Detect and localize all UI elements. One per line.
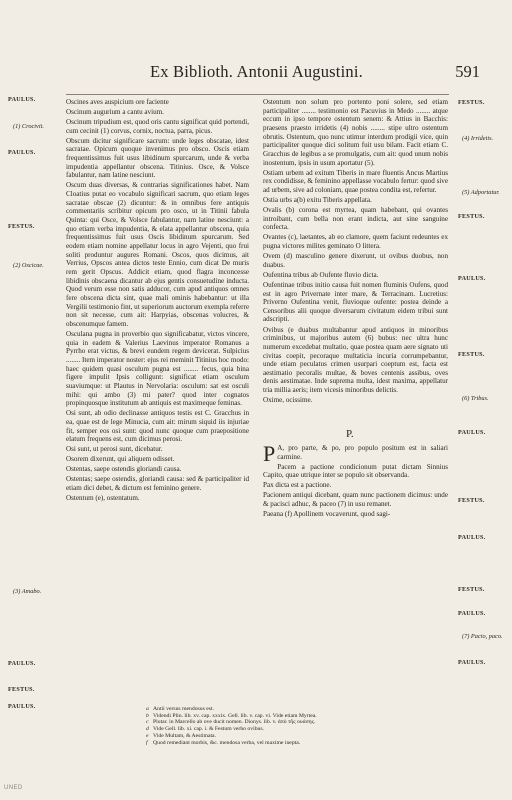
entry: Ovibus (e duabus multabantur apud antiquos in minoribus criminibus, ut majoribus autem (6) bubus: nec ultra hunc numerum excedebat multatio, quae postea quam aere signato uti civitas coepit, pecoraque multaticia incuria corrumpebantur, unde etiam peculatus crimen usurpari coeptum est, facta est aestimatio pecoralis multae, & boves centenis assibus, oves denis aestimatae. Inde suprema multa, idest maxima, appellatur tria millia aeris; item vicesis minoribus delictis. <box>263 325 448 395</box>
margin-note-1: (1) Crocivit. <box>13 123 44 130</box>
running-head <box>150 62 480 84</box>
margin-label-festus: FESTUS. <box>458 214 485 220</box>
entry: Ostentum (e), ostentatum. <box>66 494 140 503</box>
entry: Osi sunt, ab odio declinasse antiquos testis est C. Gracchus in ea, quae est de lege Minucia, cum ait: mirum siquid iis injuriae fit, semper eos osi sunt: quod nunc quoque cum praepositione elatum frequens est, cum dicimus perosi. <box>66 409 249 444</box>
entry: Ostiam urbem ad exitum Tiberis in mare fluentis Ancus Martius rex condidisse, & feminino appellasse vocabulo fertur: quod sive ad urbem, sive ad coloniam, quae postea condita est, refertur. <box>263 168 448 194</box>
p-section <box>263 441 448 520</box>
entry: Oscinum tripudium est, quod oris cantu significat quid portendi, cum cecinit (1) corvus, cornix, noctua, parra, picus. <box>66 118 249 135</box>
page-number: 591 <box>455 62 480 81</box>
footnote: a Antii versus mendosus est. <box>146 706 214 712</box>
entry: Osculana pugna in proverbio quo significabatur, victos vincere, quia in eadem & Valerius Laevinus imperator Romanus a Pyrrho erat victus, & brevi eundem regem devicerat. Sulpicius ........ Item imperator noster: ejus rei meminit Titinius hoc modo: haec quidem quasi osculum pugna est ........ fecus, quia bina figere impulit Ipsis colligunt: significat etiam osculum suaviumque: ut Plautus in Nervolaria: osculum: sat est osculi mihi: qui ambo (3) mi pater? quod inter cognatos propinquosque institutum ab antiquis est maximeque feminas. <box>66 330 249 408</box>
footnote: f Quod remediant morbis, &c. mendosa verba, vel maxime inepta. <box>146 739 301 746</box>
entry: Ostentum non solum pro portento poni solere, sed etiam participaliter ........ testimonio est Pacuvius in Medo ........ atque eccum in ipso tempore ostentum senem: & Attius in Bacchis: praesens praesto irridetis (4) nobis ........ stipe ultro ostentum obrutis. Ostentum, quo nunc utimur interdum prodigii vice, quin participaliter quoque dici solitum fuit usu bilam. Facit etiam C. Gracchus de legibus a se promulgatis, cum ait: quod unum nobis inostentum, ipsis in usum aportatur (5). <box>263 98 448 167</box>
entry: Osorem dixerunt, qui aliquem odisset. <box>66 455 175 464</box>
margin-label-festus: FESTUS. <box>8 224 35 230</box>
entry: Ostentas, saepe ostendis gloriandi causa. <box>66 465 182 474</box>
footnote: c Plutar. in Marcello ab ove ducit nomen. Dionys. lib. v. ἀπὸ τῆς ουάσης. <box>146 719 316 726</box>
running-title: Ex Biblioth. Antonii Augustini. <box>150 62 363 81</box>
entry: Pacem a pactione condicionum putat dictam Sinnius Capito, quae utrique inter se populo sit observanda. <box>263 462 448 480</box>
entry: P A, pro parte, & po, pro populo positum est in saliari carmine. <box>263 441 448 466</box>
margin-label-paulus: PAULUS. <box>8 97 36 103</box>
left-column <box>66 98 249 504</box>
footnote: e Vide Multam, & Aestimata. <box>146 732 216 739</box>
entry: Paeana (f) Apollinem vocaverunt, quod sagi- <box>263 510 391 519</box>
margin-label-festus: FESTUS. <box>458 498 485 504</box>
margin-label-paulus: PAULUS. <box>458 535 486 541</box>
margin-label-festus: FESTUS. <box>8 687 35 693</box>
drop-cap: P <box>263 441 276 466</box>
entry: Osi sunt, ut perosi sunt, dicebatur. <box>66 445 163 454</box>
entry: Ovem (d) masculino genere dixerunt, ut ovibus duobus, non duabus. <box>263 252 448 269</box>
entry: Oxime, ocissime. <box>263 396 313 405</box>
entry: Ovalis (b) corona est myrtea, quam habebant, qui ovantes introibant, cum bella non erant indicta, aut sine sanguine confecta. <box>263 206 448 232</box>
header-rule <box>66 94 449 95</box>
entry: Oufentinae tribus initio causa fuit nomen fluminis Oufens, quod est in agro Privernate inter mare, & Terracinam. Lucretius: Priverno Oufentina venit, fluvioque oufente: postea deinde a Censoribus alii quoque diversarum civitatum eidem tribui sunt adscripti. <box>263 280 448 324</box>
margin-label-festus: FESTUS. <box>458 587 485 593</box>
margin-note-4: (4) Irridetis. <box>462 135 494 142</box>
margin-note-3: (3) Amabo. <box>13 588 42 595</box>
margin-label-paulus: PAULUS. <box>458 660 486 666</box>
footnotes <box>146 706 456 746</box>
margin-note-2: (2) Oscicae. <box>13 262 44 269</box>
right-column <box>263 98 448 406</box>
margin-note-6: (6) Tribus. <box>462 395 489 402</box>
margin-label-festus: FESTUS. <box>458 352 485 358</box>
entry: Oscum duas diversas, & contrarias significationes habet. Nam Cloatius putat eo vocabulo significari sacrum, quo etiam leges sacratae obscae (2) dicuntur: & in omnibus fere antiquis commentariis scribitur opicum pro osco, ut in Titinii fabula Quinta: qui Osce, & Volsce fabulantur, nam latine nesciunt: a quo etiam verba impudentia, & elata appellantur obscena, quia frequentissimus fuit usus Oscis libidinum spurcarum. Sed eodem etiam nomine appellatur locus in agro Vejenti, quo frui soliti produntur augures Romani. Oscos, quos dicimus, ait Verrius, Opscos antea dictos teste Ennio, cum dicat De muris rem gerit Opscus. Addicit etiam, quod flagra inconcesse libidinis obscaena dicantur ab ejus gentis consuetudine inducta. Quod verum esse non satis adducor, cum apud antiquos omnes fere obscena dicta sint, quae mali ominis habebantur: ut illa Vergilii testimonio fint, ut superiorum auctorum exempla referre non sit necesse, cum ait: Harpyias, obscenas volucres, & obscenumque famem. <box>66 181 249 328</box>
margin-label-festus: FESTUS. <box>458 100 485 106</box>
margin-label-paulus: PAULUS. <box>8 661 36 667</box>
entry: Oscines aves auspicium ore faciente <box>66 98 169 106</box>
entry: Oufentina tribus ab Oufente fluvio dicta. <box>263 270 379 279</box>
margin-label-paulus: PAULUS. <box>458 276 486 282</box>
margin-label-paulus: PAULUS. <box>8 150 36 156</box>
margin-note-7: (7) Pacio, paco. <box>462 633 503 640</box>
margin-label-paulus: PAULUS. <box>8 704 36 710</box>
entry: Ostia urbs a(b) exitu Tiberis appellata. <box>263 196 372 204</box>
entry: Pacionem antiqui dicebant, quam nunc pactionem dicimus: unde & pacisci adhuc, & paceo (7) in usu remanet. <box>263 491 448 509</box>
entry: Pax dicta est a pactione. <box>263 481 332 490</box>
watermark: UNED <box>4 785 23 791</box>
margin-note-5: (5) Adportatur. <box>462 189 500 196</box>
entry: Ostentas; saepe ostendis, gloriandi causa: sed & participaliter id etiam dici debet, & dictum est feminino genere. <box>66 475 249 493</box>
footnote: d Vide Gell. lib. xi. cap. i. & Festum verbo ovibus. <box>146 726 265 733</box>
margin-label-paulus: PAULUS. <box>458 430 486 436</box>
margin-label-paulus: PAULUS. <box>458 611 486 617</box>
entry: Oscinum augurium a cantu avium. <box>66 108 164 117</box>
entry: Obscum dicitur significare sacrum: unde leges obscatae, idest sacratae. Opicum quoque invenimus pro obsco. Oscis etiam frequentissimus fuit usus libidinum spurcarum, unde & verba impudentia appellantur obscena. Titinius. Osce, & Volsce fabulantur, nam latine nesciunt. <box>66 136 249 180</box>
section-letter: P. <box>346 428 354 440</box>
footnote: b Videndi Plin. lib. xv. cap. xxxix. Gell. lib. v. cap. vi. Vide etiam Myrtea. <box>146 712 317 719</box>
entry: Ovantes (c), laetantes, ab eo clamore, quem faciunt redeuntes ex pugna victores milites geminato O littera. <box>263 233 448 251</box>
